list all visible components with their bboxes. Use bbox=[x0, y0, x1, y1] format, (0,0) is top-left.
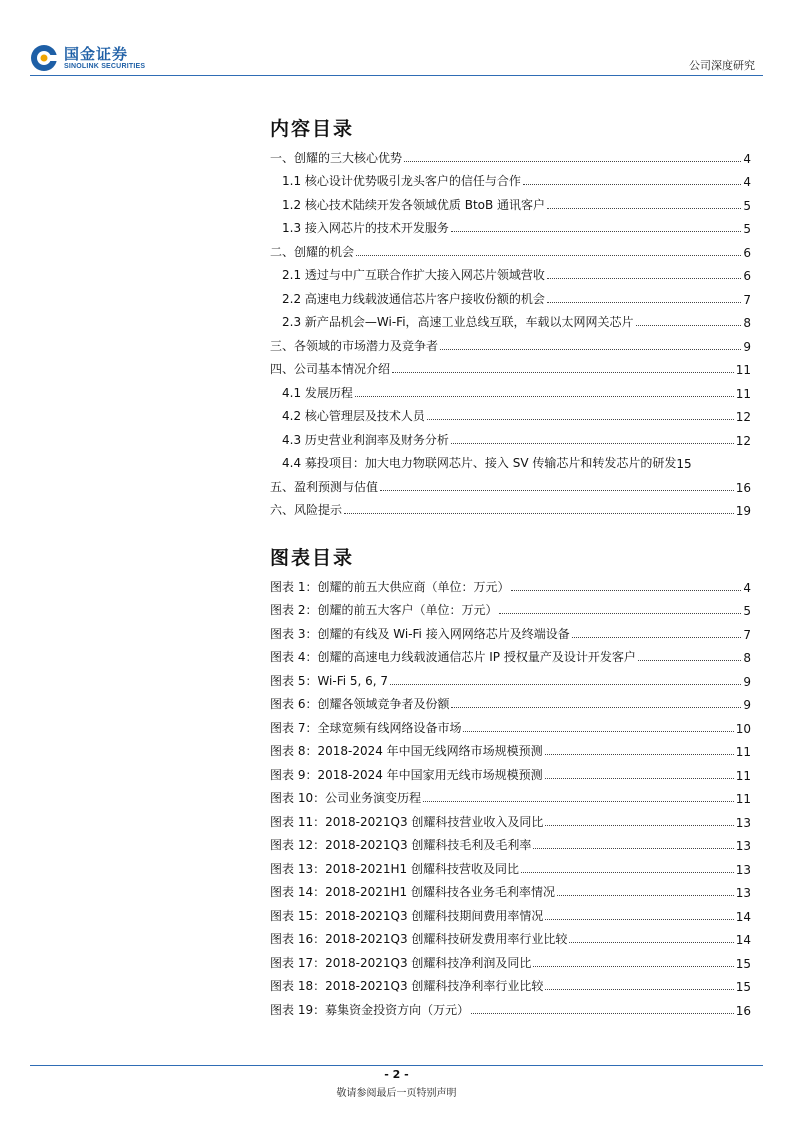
figure-entry-label: 图表 7：全球宽频有线网络设备市场 bbox=[270, 720, 462, 735]
figure-entry[interactable] bbox=[270, 994, 751, 1018]
dot-leader bbox=[533, 966, 733, 967]
dot-leader bbox=[636, 325, 741, 326]
company-logo bbox=[30, 44, 145, 72]
toc-entry-label: 二、创耀的机会 bbox=[270, 244, 355, 259]
figure-entry-page: 5 bbox=[743, 604, 751, 618]
toc-entry-label: 2.3 新产品机会—Wi-Fi，高速工业总线互联，车载以太网网关芯片 bbox=[282, 315, 634, 329]
dot-leader bbox=[451, 707, 741, 708]
figure-entry[interactable] bbox=[270, 853, 751, 877]
figure-entry-label: 图表 15：2018-2021Q3 创耀科技期间费用率情况 bbox=[270, 908, 544, 923]
toc-entry[interactable] bbox=[270, 283, 751, 307]
figure-entry-page: 9 bbox=[743, 674, 751, 689]
figure-entry[interactable] bbox=[270, 665, 751, 689]
toc-entry-page: 9 bbox=[743, 339, 751, 354]
figure-entry-label: 图表 3：创耀的有线及 Wi-Fi 接入网网络芯片及终端设备 bbox=[270, 626, 570, 641]
dot-leader bbox=[463, 731, 733, 732]
toc-entry[interactable] bbox=[270, 330, 751, 354]
figure-entry-label: 图表 17：2018-2021Q3 创耀科技净利润及同比 bbox=[270, 955, 532, 970]
dot-leader bbox=[545, 778, 734, 779]
figure-entry-label: 图表 2：创耀的前五大客户（单位：万元） bbox=[270, 603, 498, 617]
page-number: - 2 - bbox=[384, 1068, 409, 1081]
figure-entry[interactable] bbox=[270, 783, 751, 807]
toc-entry-page: 12 bbox=[735, 433, 751, 448]
toc-entry-label: 1.1 核心设计优势吸引龙头客户的信任与合作 bbox=[282, 174, 521, 188]
figure-entry-page: 4 bbox=[743, 580, 751, 595]
dot-leader bbox=[557, 895, 734, 896]
toc-entry-label: 2.1 透过与中广互联合作扩大接入网芯片领域营收 bbox=[282, 268, 545, 282]
dot-leader bbox=[533, 848, 733, 849]
figure-entry-label: 图表 10：公司业务演变历程 bbox=[270, 791, 422, 805]
toc-entry-label: 三、各领域的市场潜力及竞争者 bbox=[270, 338, 439, 353]
toc-entry[interactable] bbox=[270, 189, 751, 213]
dot-leader bbox=[451, 443, 734, 444]
toc-entry-label: 一、创耀的三大核心优势 bbox=[270, 150, 403, 165]
toc-entry-label: 四、公司基本情况介绍 bbox=[270, 362, 391, 376]
dot-leader bbox=[427, 419, 734, 420]
figure-entry-page: 11 bbox=[735, 792, 751, 806]
dot-leader bbox=[572, 637, 741, 638]
figure-entry[interactable] bbox=[270, 571, 751, 595]
figure-entry-label: 图表 11：2018-2021Q3 创耀科技营业收入及同比 bbox=[270, 814, 544, 829]
toc-entry-page: 16 bbox=[735, 480, 751, 495]
figure-entry-label: 图表 16：2018-2021Q3 创耀科技研发费用率行业比较 bbox=[270, 932, 568, 946]
dot-leader bbox=[511, 590, 741, 591]
figure-entry-page: 9 bbox=[743, 698, 751, 712]
toc-entry-page: 12 bbox=[735, 410, 751, 424]
toc-entry[interactable] bbox=[270, 236, 751, 260]
dot-leader bbox=[521, 872, 734, 873]
toc-entry-page: 5 bbox=[743, 222, 751, 236]
dot-leader bbox=[451, 231, 741, 232]
dot-leader bbox=[547, 302, 741, 303]
figure-entry[interactable] bbox=[270, 712, 751, 736]
figure-entry-page: 16 bbox=[735, 1003, 751, 1018]
toc-entry[interactable] bbox=[270, 307, 751, 331]
dot-leader bbox=[545, 989, 733, 990]
dot-leader bbox=[423, 801, 734, 802]
toc-entry[interactable] bbox=[270, 142, 751, 166]
footer-divider bbox=[30, 1065, 763, 1066]
figure-entry-label: 图表 14：2018-2021H1 创耀科技各业务毛利率情况 bbox=[270, 885, 555, 899]
figure-entry[interactable] bbox=[270, 736, 751, 760]
toc-entry-page: 11 bbox=[735, 363, 751, 377]
toc-entry-page: 6 bbox=[743, 269, 751, 283]
figure-entry-label: 图表 9：2018-2024 年中国家用无线市场规模预测 bbox=[270, 767, 543, 782]
figure-entry-page: 7 bbox=[743, 627, 751, 642]
toc-entry-page: 11 bbox=[735, 386, 751, 401]
toc-entry-page: 6 bbox=[743, 245, 751, 260]
dot-leader bbox=[471, 1013, 734, 1014]
figure-entry-page: 10 bbox=[735, 721, 751, 736]
toc-entry[interactable] bbox=[270, 424, 751, 448]
figure-entry[interactable] bbox=[270, 830, 751, 854]
figure-entry[interactable] bbox=[270, 642, 751, 666]
dot-leader bbox=[440, 349, 741, 350]
figure-entry-label: 图表 8：2018-2024 年中国无线网络市场规模预测 bbox=[270, 744, 543, 758]
figure-entry-label: 图表 6：创耀各领域竞争者及份额 bbox=[270, 697, 450, 711]
dot-leader bbox=[545, 754, 734, 755]
toc-entry-label: 1.2 核心技术陆续开发各领域优质 BtoB 通讯客户 bbox=[282, 197, 546, 212]
figure-entry[interactable] bbox=[270, 947, 751, 971]
figure-entry-page: 11 bbox=[735, 745, 751, 759]
figure-entry[interactable] bbox=[270, 759, 751, 783]
figure-entry-page: 14 bbox=[735, 933, 751, 947]
figures-title: 图表目录 bbox=[270, 547, 355, 569]
toc-entry-label: 五、盈利预测与估值 bbox=[270, 479, 379, 494]
figure-entry-page: 13 bbox=[735, 839, 751, 853]
toc-entry-page: 4 bbox=[743, 175, 751, 189]
toc-entry-page: 4 bbox=[743, 151, 751, 166]
toc-entry[interactable] bbox=[270, 448, 751, 472]
page-header bbox=[30, 40, 763, 80]
sinolink-logo-icon bbox=[30, 44, 58, 72]
figure-entry-label: 图表 19：募集资金投资方向（万元） bbox=[270, 1002, 470, 1017]
toc-entry-label: 4.1 发展历程 bbox=[282, 385, 353, 400]
figure-entry[interactable] bbox=[270, 971, 751, 995]
toc-entry-label: 2.2 高速电力线载波通信芯片客户接收份额的机会 bbox=[282, 291, 545, 306]
figure-entry-page: 8 bbox=[743, 651, 751, 665]
toc-entry-label: 4.2 核心管理层及技术人员 bbox=[282, 409, 425, 423]
toc-entry[interactable] bbox=[270, 260, 751, 284]
toc-list bbox=[270, 142, 751, 518]
figure-entry[interactable] bbox=[270, 806, 751, 830]
figure-entry-label: 图表 4：创耀的高速电力线载波通信芯片 IP 授权量产及设计开发客户 bbox=[270, 650, 636, 664]
dot-leader bbox=[545, 825, 733, 826]
figure-entry-page: 15 bbox=[735, 956, 751, 971]
report-type-label: 公司深度研究 bbox=[689, 59, 755, 72]
figure-entry[interactable] bbox=[270, 595, 751, 619]
figure-entry-page: 13 bbox=[735, 886, 751, 900]
figure-entry[interactable] bbox=[270, 900, 751, 924]
figure-entry[interactable] bbox=[270, 924, 751, 948]
figure-entry-label: 图表 18：2018-2021Q3 创耀科技净利率行业比较 bbox=[270, 979, 544, 993]
figure-entry-page: 11 bbox=[735, 768, 751, 783]
dot-leader bbox=[569, 942, 733, 943]
toc-entry-label: 4.4 募投项目：加大电力物联网芯片、接入 SV 传输芯片和转发芯片的研发 bbox=[282, 456, 677, 470]
figure-entry-page: 15 bbox=[735, 980, 751, 994]
dot-leader bbox=[499, 613, 741, 614]
figure-entry-page: 13 bbox=[735, 815, 751, 830]
logo-english-name: SINOLINK SECURITIES bbox=[64, 62, 146, 70]
figure-entry-label: 图表 1：创耀的前五大供应商（单位：万元） bbox=[270, 579, 510, 594]
header-divider bbox=[30, 75, 763, 76]
figure-entry-label: 图表 12：2018-2021Q3 创耀科技毛利及毛利率 bbox=[270, 838, 532, 852]
toc-entry[interactable] bbox=[270, 354, 751, 378]
toc-entry[interactable] bbox=[270, 377, 751, 401]
toc-title: 内容目录 bbox=[270, 118, 355, 140]
toc-entry-page: 15 bbox=[676, 457, 692, 471]
dot-leader bbox=[547, 278, 741, 279]
dot-leader bbox=[545, 919, 733, 920]
dot-leader bbox=[404, 161, 741, 162]
toc-entry-label: 4.3 历史营业利润率及财务分析 bbox=[282, 432, 449, 447]
toc-entry-page: 5 bbox=[743, 198, 751, 213]
toc-entry-page: 8 bbox=[743, 316, 751, 330]
disclaimer-note: 敬请参阅最后一页特别声明 bbox=[336, 1088, 457, 1099]
dot-leader bbox=[356, 255, 741, 256]
dot-leader bbox=[380, 490, 734, 491]
figure-entry-label: 图表 13：2018-2021H1 创耀科技营收及同比 bbox=[270, 861, 519, 876]
figure-entry-page: 13 bbox=[735, 862, 751, 877]
dot-leader bbox=[390, 684, 741, 685]
toc-entry[interactable] bbox=[270, 401, 751, 425]
toc-entry[interactable] bbox=[270, 166, 751, 190]
dot-leader bbox=[523, 184, 741, 185]
figure-entry[interactable] bbox=[270, 618, 751, 642]
dot-leader bbox=[638, 660, 741, 661]
figure-entry[interactable] bbox=[270, 689, 751, 713]
figure-entry-label: 图表 5：Wi-Fi 5, 6, 7 bbox=[270, 673, 389, 688]
figure-entry[interactable] bbox=[270, 877, 751, 901]
dot-leader bbox=[547, 208, 741, 209]
toc-entry-label: 1.3 接入网芯片的技术开发服务 bbox=[282, 221, 449, 235]
dot-leader bbox=[344, 513, 734, 514]
figures-list bbox=[270, 571, 751, 1018]
toc-entry-page: 19 bbox=[735, 504, 751, 518]
toc-entry-label: 六、风险提示 bbox=[270, 503, 343, 517]
figure-entry-page: 14 bbox=[735, 909, 751, 924]
toc-entry[interactable] bbox=[270, 213, 751, 237]
toc-entry-page: 7 bbox=[743, 292, 751, 307]
toc-entry[interactable] bbox=[270, 495, 751, 519]
dot-leader bbox=[355, 396, 734, 397]
toc-entry[interactable] bbox=[270, 471, 751, 495]
dot-leader bbox=[392, 372, 734, 373]
logo-chinese-name: 国金证券 bbox=[64, 44, 129, 63]
